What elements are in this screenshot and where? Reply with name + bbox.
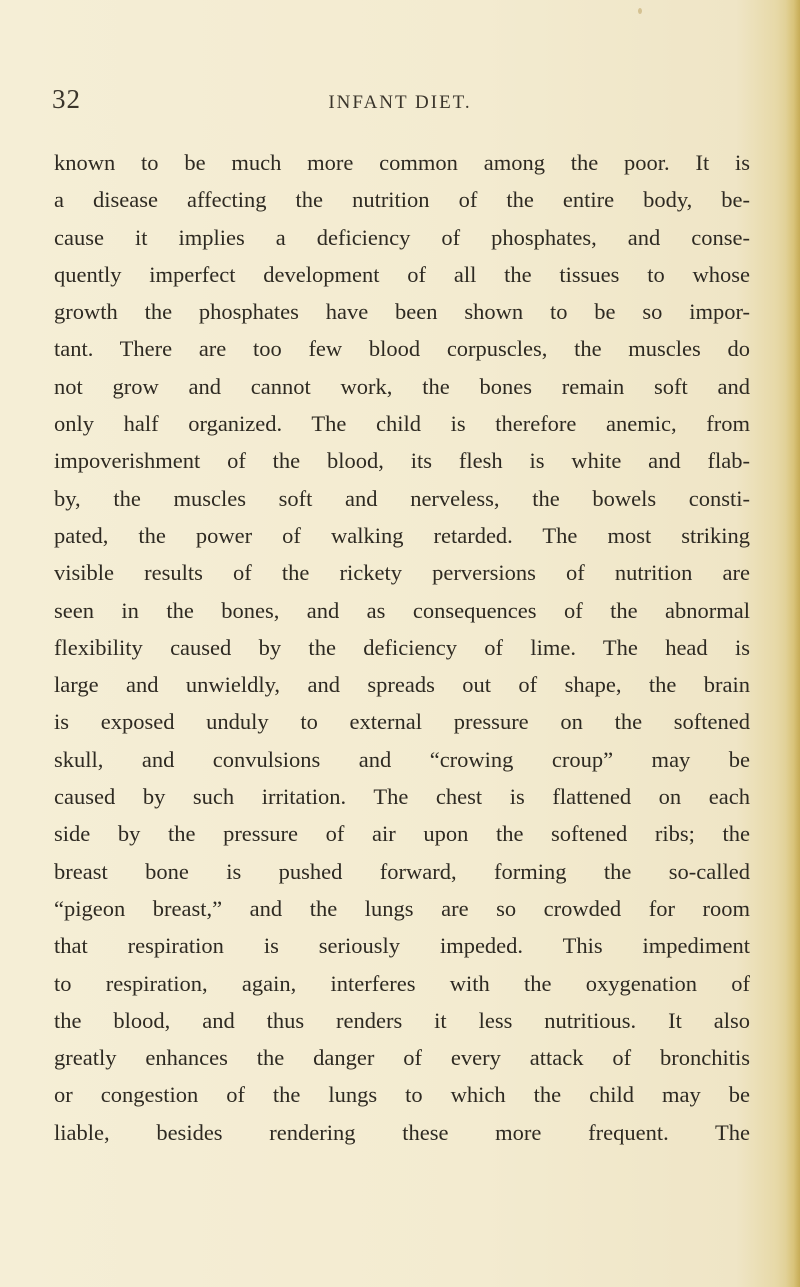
text-line: side by the pressure of air upon the softened ribs; the: [54, 821, 750, 847]
text-line: by, the muscles soft and nerveless, the bowels consti-: [54, 485, 750, 511]
text-line: caused by such irritation. The chest is flattened on each: [54, 784, 750, 810]
running-title: INFANT DIET.: [328, 92, 472, 113]
paper-speck: [638, 8, 642, 14]
text-line: flexibility caused by the deficiency of lime. The head is: [54, 634, 750, 660]
text-line: to respiration, again, interferes with the oxygenation of: [54, 970, 750, 996]
text-line: the blood, and thus renders it less nutritious. It also: [54, 1007, 750, 1033]
text-line: visible results of the rickety perversions of nutrition are: [54, 560, 750, 586]
text-line: large and unwieldly, and spreads out of shape, the brain: [54, 672, 750, 698]
text-line: “pigeon breast,” and the lungs are so crowded for room: [54, 895, 750, 921]
text-line: growth the phosphates have been shown to be so impor-: [54, 299, 750, 325]
body-text: [54, 144, 750, 1151]
text-line: greatly enhances the danger of every attack of bronchitis: [54, 1045, 750, 1071]
text-line: or congestion of the lungs to which the child may be: [54, 1082, 750, 1108]
text-line: cause it implies a deficiency of phosphates, and conse-: [54, 224, 750, 250]
text-line: that respiration is seriously impeded. This impediment: [54, 933, 750, 959]
text-line: skull, and convulsions and “crowing croup” may be: [54, 746, 750, 772]
text-line: not grow and cannot work, the bones remain soft and: [54, 373, 750, 399]
text-line: liable, besides rendering these more frequent. The: [54, 1119, 750, 1145]
text-line: is exposed unduly to external pressure on the softened: [54, 709, 750, 735]
text-line: quently imperfect development of all the tissues to whose: [54, 261, 750, 287]
page-number: 32: [52, 84, 81, 114]
text-line: a disease affecting the nutrition of the entire body, be-: [54, 187, 750, 213]
text-line: only half organized. The child is therefore anemic, from: [54, 411, 750, 437]
text-line: known to be much more common among the poor. It is: [54, 150, 750, 175]
text-line: breast bone is pushed forward, forming the so-called: [54, 858, 750, 884]
text-line: tant. There are too few blood corpuscles, the muscles do: [54, 336, 750, 362]
text-line: seen in the bones, and as consequences of the abnormal: [54, 597, 750, 623]
page-edge-shadow: [786, 0, 800, 1287]
text-line: impoverishment of the blood, its flesh is white and flab-: [54, 448, 750, 474]
text-line: pated, the power of walking retarded. The most striking: [54, 522, 750, 548]
